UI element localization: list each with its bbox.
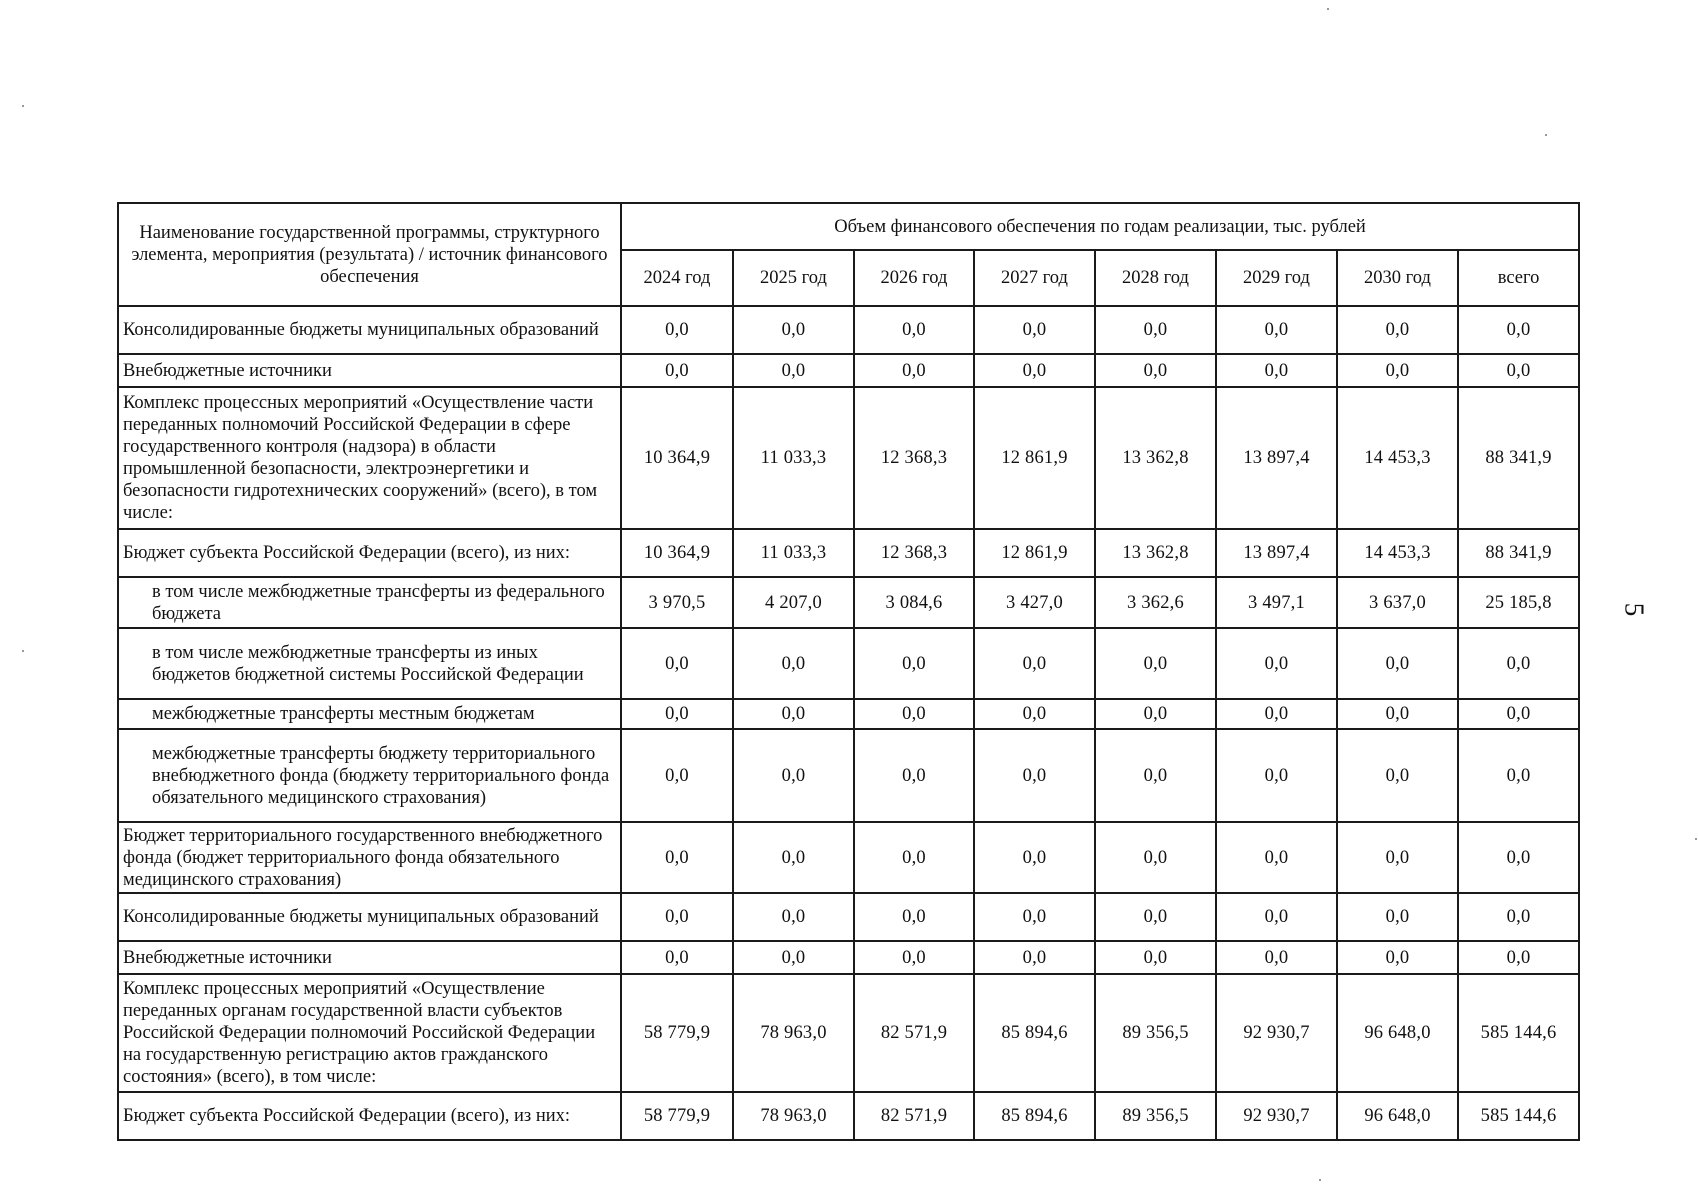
- cell-2025: 0,0: [733, 941, 854, 974]
- cell-2030: 0,0: [1337, 893, 1458, 941]
- cell-2026: 0,0: [854, 822, 974, 893]
- cell-2027: 3 427,0: [974, 577, 1095, 628]
- table-row: [118, 577, 1579, 628]
- page-number: 5: [1619, 602, 1650, 617]
- row-label: Бюджет территориального государственного внебюджетного фонда (бюджет территориального фонда обязательного медицинского страхования): [118, 822, 621, 893]
- cell-2026: 12 368,3: [854, 529, 974, 577]
- cell-2027: 0,0: [974, 729, 1095, 822]
- header-year-2024: 2024 год: [621, 250, 733, 306]
- cell-2030: 14 453,3: [1337, 387, 1458, 529]
- cell-total: 25 185,8: [1458, 577, 1579, 628]
- cell-2027: 0,0: [974, 822, 1095, 893]
- cell-2024: 0,0: [621, 699, 733, 729]
- cell-total: 0,0: [1458, 628, 1579, 699]
- scan-speck: [1327, 8, 1329, 10]
- cell-2028: 0,0: [1095, 941, 1216, 974]
- header-year-2027: 2027 год: [974, 250, 1095, 306]
- header-year-2026: 2026 год: [854, 250, 974, 306]
- cell-total: 0,0: [1458, 306, 1579, 354]
- cell-2027: 0,0: [974, 354, 1095, 387]
- cell-2030: 0,0: [1337, 354, 1458, 387]
- row-label: Бюджет субъекта Российской Федерации (всего), из них:: [118, 1092, 621, 1140]
- cell-2028: 3 362,6: [1095, 577, 1216, 628]
- cell-total: 0,0: [1458, 941, 1579, 974]
- cell-2024: 0,0: [621, 306, 733, 354]
- header-year-2028: 2028 год: [1095, 250, 1216, 306]
- cell-2025: 0,0: [733, 699, 854, 729]
- cell-2030: 0,0: [1337, 822, 1458, 893]
- cell-2025: 0,0: [733, 893, 854, 941]
- row-label: в том числе межбюджетные трансферты из федерального бюджета: [118, 577, 621, 628]
- cell-2027: 85 894,6: [974, 974, 1095, 1092]
- header-total: всего: [1458, 250, 1579, 306]
- scan-speck: [1319, 1179, 1321, 1181]
- cell-2029: 92 930,7: [1216, 1092, 1337, 1140]
- cell-total: 585 144,6: [1458, 974, 1579, 1092]
- cell-2030: 96 648,0: [1337, 1092, 1458, 1140]
- cell-2029: 0,0: [1216, 822, 1337, 893]
- table-row: [118, 1092, 1579, 1140]
- cell-2028: 0,0: [1095, 729, 1216, 822]
- scan-speck: [1695, 838, 1697, 840]
- table-row: [118, 729, 1579, 822]
- cell-2026: 0,0: [854, 729, 974, 822]
- cell-2026: 12 368,3: [854, 387, 974, 529]
- cell-2030: 0,0: [1337, 729, 1458, 822]
- cell-total: 585 144,6: [1458, 1092, 1579, 1140]
- cell-2024: 0,0: [621, 893, 733, 941]
- cell-2025: 0,0: [733, 628, 854, 699]
- cell-2028: 0,0: [1095, 628, 1216, 699]
- cell-total: 88 341,9: [1458, 529, 1579, 577]
- cell-2026: 0,0: [854, 628, 974, 699]
- cell-2027: 12 861,9: [974, 529, 1095, 577]
- cell-2026: 0,0: [854, 941, 974, 974]
- row-label: Внебюджетные источники: [118, 941, 621, 974]
- cell-total: 0,0: [1458, 893, 1579, 941]
- cell-2025: 0,0: [733, 354, 854, 387]
- cell-2026: 0,0: [854, 306, 974, 354]
- cell-2027: 0,0: [974, 306, 1095, 354]
- cell-2024: 10 364,9: [621, 529, 733, 577]
- cell-2028: 89 356,5: [1095, 1092, 1216, 1140]
- row-label: Бюджет субъекта Российской Федерации (всего), из них:: [118, 529, 621, 577]
- cell-2024: 58 779,9: [621, 974, 733, 1092]
- cell-2030: 0,0: [1337, 628, 1458, 699]
- table-row: [118, 822, 1579, 893]
- cell-2025: 11 033,3: [733, 529, 854, 577]
- cell-2028: 13 362,8: [1095, 529, 1216, 577]
- cell-2025: 78 963,0: [733, 974, 854, 1092]
- cell-2028: 0,0: [1095, 822, 1216, 893]
- cell-2029: 0,0: [1216, 941, 1337, 974]
- table-row: [118, 941, 1579, 974]
- cell-2029: 13 897,4: [1216, 529, 1337, 577]
- cell-2029: 13 897,4: [1216, 387, 1337, 529]
- cell-2028: 0,0: [1095, 354, 1216, 387]
- cell-total: 0,0: [1458, 729, 1579, 822]
- table-row: [118, 699, 1579, 729]
- cell-2026: 3 084,6: [854, 577, 974, 628]
- scan-speck: [22, 650, 24, 652]
- cell-2027: 0,0: [974, 893, 1095, 941]
- cell-2029: 0,0: [1216, 354, 1337, 387]
- header-year-2030: 2030 год: [1337, 250, 1458, 306]
- row-label: в том числе межбюджетные трансферты из иных бюджетов бюджетной системы Российской Федерации: [118, 628, 621, 699]
- row-label: Консолидированные бюджеты муниципальных образований: [118, 893, 621, 941]
- cell-total: 0,0: [1458, 822, 1579, 893]
- cell-2029: 92 930,7: [1216, 974, 1337, 1092]
- table-row: [118, 974, 1579, 1092]
- cell-2029: 0,0: [1216, 729, 1337, 822]
- cell-2024: 0,0: [621, 729, 733, 822]
- cell-2029: 3 497,1: [1216, 577, 1337, 628]
- cell-2024: 0,0: [621, 941, 733, 974]
- cell-2028: 0,0: [1095, 306, 1216, 354]
- cell-2030: 14 453,3: [1337, 529, 1458, 577]
- cell-2028: 89 356,5: [1095, 974, 1216, 1092]
- cell-2027: 85 894,6: [974, 1092, 1095, 1140]
- financing-table: [117, 202, 1580, 1141]
- header-year-2025: 2025 год: [733, 250, 854, 306]
- cell-2029: 0,0: [1216, 306, 1337, 354]
- cell-2026: 0,0: [854, 893, 974, 941]
- cell-2027: 0,0: [974, 941, 1095, 974]
- table-row: [118, 387, 1579, 529]
- cell-2025: 0,0: [733, 306, 854, 354]
- row-label: Внебюджетные источники: [118, 354, 621, 387]
- cell-2028: 13 362,8: [1095, 387, 1216, 529]
- header-row-group: [118, 203, 1579, 250]
- cell-2025: 4 207,0: [733, 577, 854, 628]
- cell-2026: 82 571,9: [854, 1092, 974, 1140]
- table-row: [118, 628, 1579, 699]
- cell-total: 0,0: [1458, 354, 1579, 387]
- row-label: Консолидированные бюджеты муниципальных образований: [118, 306, 621, 354]
- cell-2025: 11 033,3: [733, 387, 854, 529]
- header-year-2029: 2029 год: [1216, 250, 1337, 306]
- cell-2024: 0,0: [621, 822, 733, 893]
- table-row: [118, 306, 1579, 354]
- row-label: межбюджетные трансферты местным бюджетам: [118, 699, 621, 729]
- row-label: Комплекс процессных мероприятий «Осуществление переданных органам государственной власти субъектов Российской Федерации полномочий Российской Федерации на государственную регистрацию актов гражданского состояния» (всего), в том числе:: [118, 974, 621, 1092]
- table-row: [118, 529, 1579, 577]
- scan-speck: [1545, 134, 1547, 136]
- cell-2027: 0,0: [974, 628, 1095, 699]
- cell-2030: 3 637,0: [1337, 577, 1458, 628]
- cell-2027: 12 861,9: [974, 387, 1095, 529]
- row-label: Комплекс процессных мероприятий «Осуществление части переданных полномочий Российской Федерации в сфере государственного контроля (надзора) в области промышленной безопасности, электроэнергетики и безопасности гидротехнических сооружений» (всего), в том числе:: [118, 387, 621, 529]
- cell-2028: 0,0: [1095, 893, 1216, 941]
- cell-2024: 0,0: [621, 628, 733, 699]
- cell-total: 88 341,9: [1458, 387, 1579, 529]
- cell-2026: 82 571,9: [854, 974, 974, 1092]
- cell-2025: 0,0: [733, 729, 854, 822]
- cell-2030: 96 648,0: [1337, 974, 1458, 1092]
- cell-2027: 0,0: [974, 699, 1095, 729]
- cell-2029: 0,0: [1216, 699, 1337, 729]
- cell-2029: 0,0: [1216, 893, 1337, 941]
- table-row: [118, 893, 1579, 941]
- cell-2025: 0,0: [733, 822, 854, 893]
- cell-2026: 0,0: [854, 354, 974, 387]
- cell-2030: 0,0: [1337, 941, 1458, 974]
- scan-speck: [22, 105, 24, 107]
- cell-2024: 3 970,5: [621, 577, 733, 628]
- cell-2024: 0,0: [621, 354, 733, 387]
- header-financing-volume: Объем финансового обеспечения по годам реализации, тыс. рублей: [621, 203, 1579, 250]
- cell-2029: 0,0: [1216, 628, 1337, 699]
- header-name-column: Наименование государственной программы, структурного элемента, мероприятия (результата) / источник финансового обеспечения: [118, 203, 621, 306]
- cell-2025: 78 963,0: [733, 1092, 854, 1140]
- cell-2028: 0,0: [1095, 699, 1216, 729]
- cell-2024: 58 779,9: [621, 1092, 733, 1140]
- cell-2030: 0,0: [1337, 699, 1458, 729]
- cell-2024: 10 364,9: [621, 387, 733, 529]
- row-label: межбюджетные трансферты бюджету территориального внебюджетного фонда (бюджету территориального фонда обязательного медицинского страхования): [118, 729, 621, 822]
- table-row: [118, 354, 1579, 387]
- cell-total: 0,0: [1458, 699, 1579, 729]
- cell-2030: 0,0: [1337, 306, 1458, 354]
- cell-2026: 0,0: [854, 699, 974, 729]
